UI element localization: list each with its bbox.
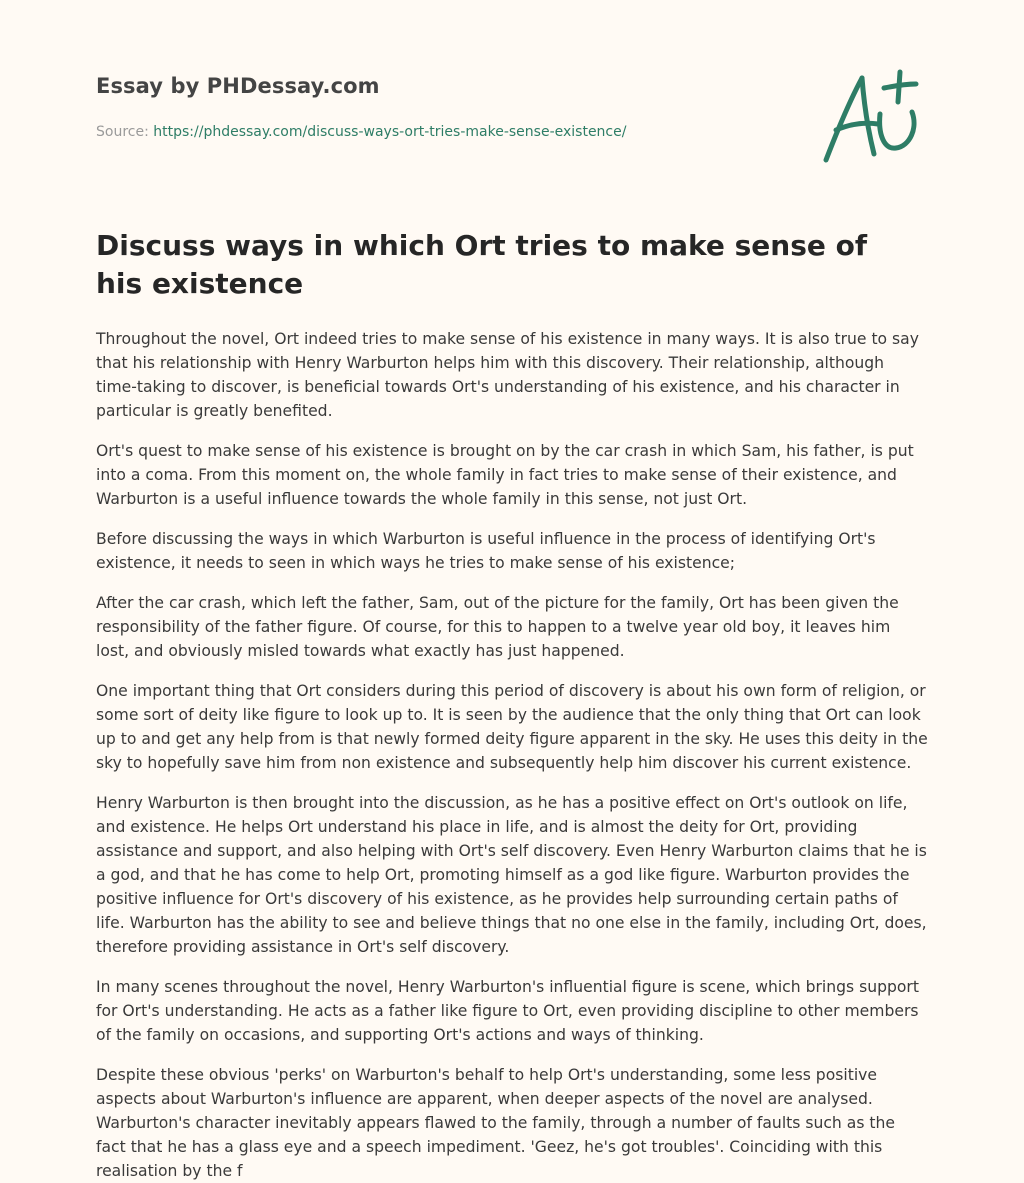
a-plus-logo-icon [818, 64, 928, 168]
paragraph: Despite these obvious 'perks' on Warburton's behalf to help Ort's understanding, some less positive aspects about Warburton's influence are apparent, when deeper aspects of the novel are analysed. Warburton's character inevitably appears flawed to the family, through a number of faults such as the fact that he has a glass eye and a speech impediment. 'Geez, he's got troubles'. Coinciding with this realisation by the f [96, 1066, 895, 1180]
paragraph: In many scenes throughout the novel, Henry Warburton's influential figure is scene, which brings support for Ort's understanding. He acts as a father like figure to Ort, even providing discipline to other members of the family on occasions, and supporting Ort's actions and ways of thinking. [96, 978, 919, 1044]
essay-title: Discuss ways in which Ort tries to make sense of his existence [96, 229, 868, 300]
brand-name: Essay by PHDessay.com [96, 74, 380, 98]
source-link[interactable]: https://phdessay.com/discuss-ways-ort-tries-make-sense-existence/ [153, 124, 627, 140]
paragraph: Henry Warburton is then brought into the discussion, as he has a positive effect on Ort's outlook on life, and existence. He helps Ort understand his place in life, and is almost the deity for Ort, providing assistance and support, and also helping with Ort's self discovery. Even Henry Warburton claims that he is a god, and that he has come to help Ort, promoting himself as a god like figure. Warburton provides the positive influence for Ort's discovery of his existence, as he provides help surrounding certain paths of life. Warburton has the ability to see and believe things that no one else in the family, including Ort, does, therefore providing assistance in Ort's self discovery. [96, 794, 927, 956]
source-label: Source: [96, 124, 154, 140]
paragraph: After the car crash, which left the father, Sam, out of the picture for the family, Ort has been given the responsibility of the father figure. Of course, for this to happen to a twelve year old boy, it leaves him lost, and obviously misled towards what exactly has just happened. [96, 594, 899, 660]
paragraph: Throughout the novel, Ort indeed tries to make sense of his existence in many ways. It is also true to say that his relationship with Henry Warburton helps him with this discovery. Their relationship, although time-taking to discover, is beneficial towards Ort's understanding of his existence, and his character in particular is greatly benefited. [96, 330, 919, 420]
page-header [96, 0, 928, 210]
paragraph: Before discussing the ways in which Warburton is useful influence in the process of identifying Ort's existence, it needs to seen in which ways he tries to make sense of his existence; [96, 530, 876, 572]
essay-body [96, 327, 928, 1183]
paragraph: Ort's quest to make sense of his existence is brought on by the car crash in which Sam, his father, is put into a coma. From this moment on, the whole family in fact tries to make sense of their existence, and Warburton is a useful influence towards the whole family in this sense, not just Ort. [96, 442, 914, 508]
source-line [96, 124, 626, 140]
paragraph: One important thing that Ort considers during this period of discovery is about his own form of religion, or some sort of deity like figure to look up to. It is seen by the audience that the only thing that Ort can look up to and get any help from is that newly formed deity figure apparent in the sky. He uses this deity in the sky to hopefully save him from non existence and subsequently help him discover his current existence. [96, 682, 928, 772]
